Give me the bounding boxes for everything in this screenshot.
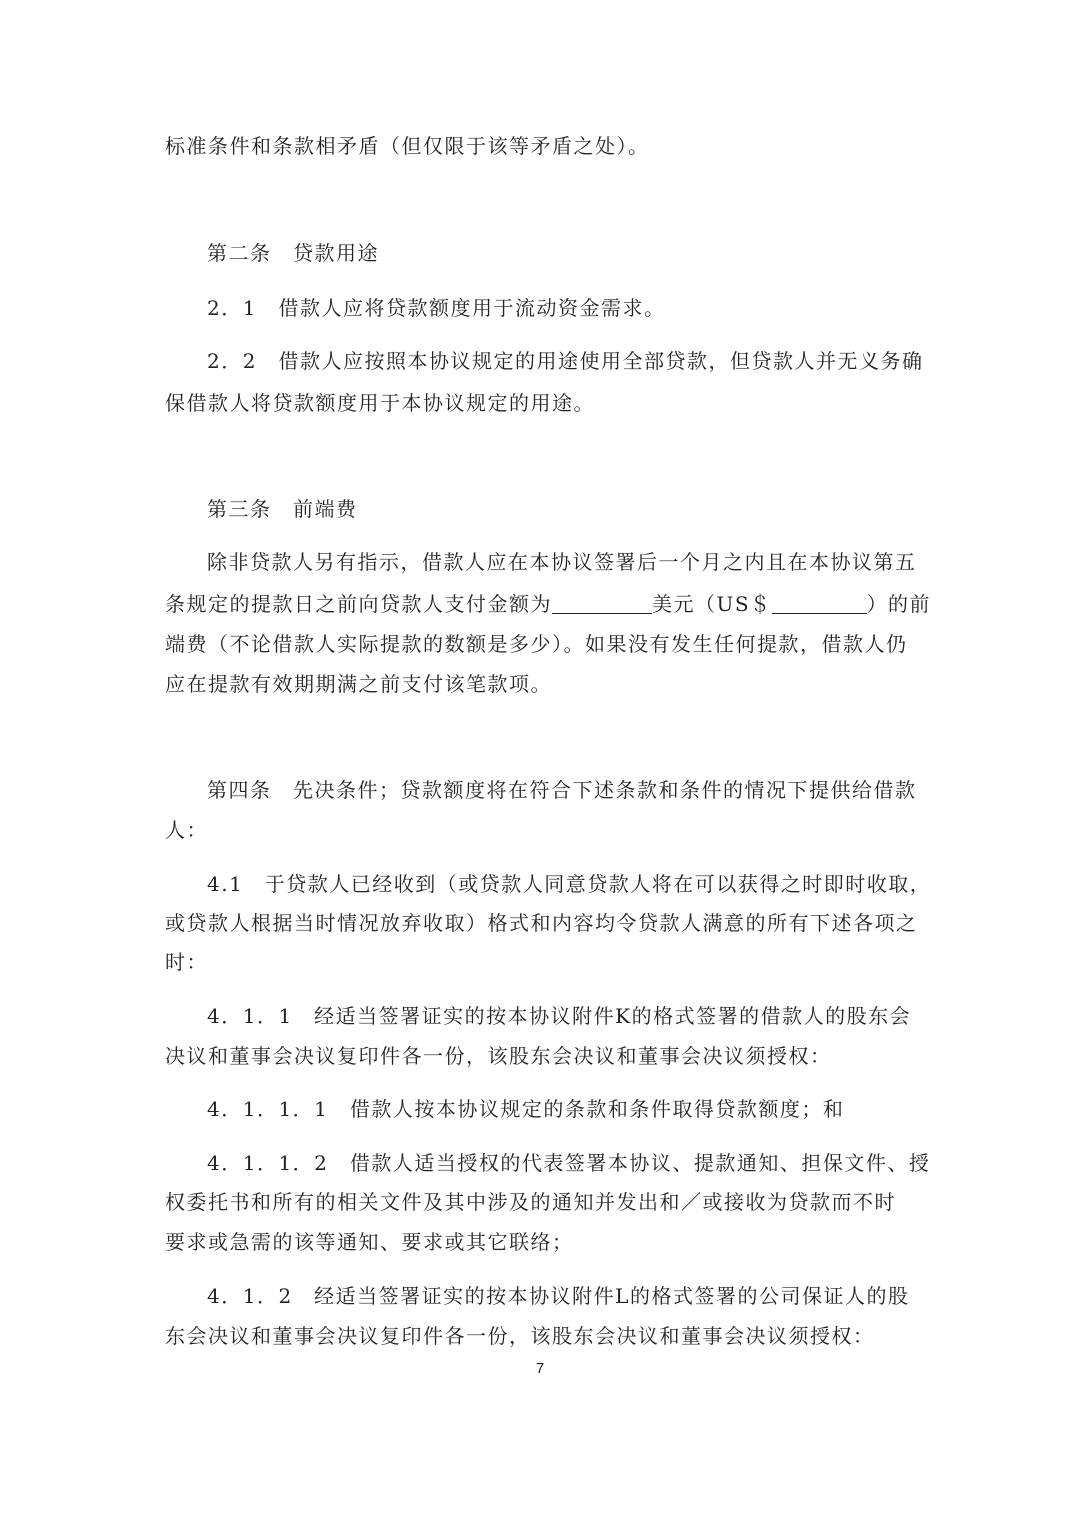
text-segment: ）的前 (866, 592, 932, 616)
clause-line: 2．1 借款人应将贷款额度用于流动资金需求。 (207, 296, 666, 320)
article-heading: 第二条 贷款用途 (207, 241, 379, 265)
clause-line: 要求或急需的该等通知、要求或其它联络； (165, 1230, 574, 1254)
clause-line: 4．1．1．2 借款人适当授权的代表签署本协议、提款通知、担保文件、授 (207, 1151, 931, 1175)
clause-line: 或贷款人根据当时情况放弃收取）格式和内容均令贷款人满意的所有下述各项之 (165, 911, 918, 935)
paragraph-line: 端费（不论借款人实际提款的数额是多少）。如果没有发生任何提款，借款人仍 (165, 632, 908, 656)
paragraph-line (165, 591, 932, 617)
clause-line: 东会决议和董事会决议复印件各一份，该股东会决议和董事会决议须授权： (165, 1324, 875, 1348)
clause-line: 保借款人将贷款额度用于本协议规定的用途。 (165, 391, 595, 415)
page-number: 7 (535, 1360, 545, 1377)
clause-line: 4．1．1．1 借款人按本协议规定的条款和条件取得贷款额度；和 (207, 1097, 845, 1121)
text-segment: 条规定的提款日之前向贷款人支付金额为 (165, 592, 552, 616)
amount-blank (772, 593, 867, 614)
text-segment: 美元（US＄ (652, 592, 772, 616)
paragraph-line: 应在提款有效期期满之前支付该笔款项。 (165, 672, 552, 696)
clause-line: 4.1 于贷款人已经收到（或贷款人同意贷款人将在可以获得之时即时收取， (207, 872, 932, 896)
amount-blank (552, 593, 652, 614)
clause-line: 4．1．1 经适当签署证实的按本协议附件K的格式签署的借款人的股东会 (207, 1004, 912, 1028)
clause-line: 4．1．2 经适当签署证实的按本协议附件L的格式签署的公司保证人的股 (207, 1284, 910, 1308)
clause-line: 权委托书和所有的相关文件及其中涉及的通知并发出和／或接收为贷款而不时 (165, 1190, 896, 1214)
article-heading: 第四条 先决条件；贷款额度将在符合下述条款和条件的情况下提供给借款 (207, 778, 917, 802)
clause-line: 决议和董事会决议复印件各一份，该股东会决议和董事会决议须授权： (165, 1044, 832, 1068)
article-heading: 第三条 前端费 (207, 497, 358, 521)
paragraph-line: 标准条件和条款相矛盾（但仅限于该等矛盾之处）。 (165, 134, 650, 158)
clause-line: 时： (165, 950, 208, 974)
paragraph-line: 人： (165, 818, 208, 842)
clause-line: 2．2 借款人应按照本协议规定的用途使用全部贷款，但贷款人并无义务确 (207, 349, 924, 373)
paragraph-line: 除非贷款人另有指示，借款人应在本协议签署后一个月之内且在本协议第五 (207, 550, 917, 574)
